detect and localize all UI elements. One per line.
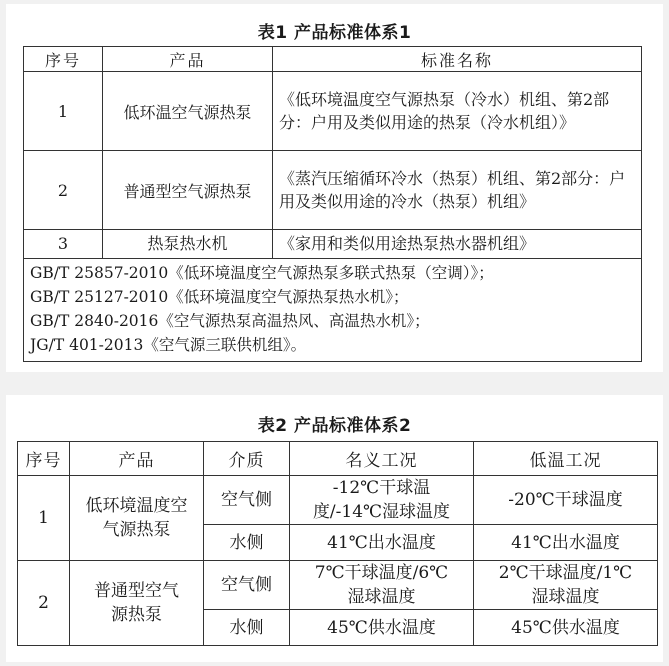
header-product: 产品 <box>103 47 273 72</box>
row-medium: 水侧 <box>204 610 290 646</box>
extra-standard-line: JG/T 401-2013《空气源三联供机组》。 <box>30 336 307 354</box>
table2-card <box>6 395 663 662</box>
table-header-row <box>18 442 658 476</box>
table1-caption: 表1 产品标准体系1 <box>257 23 412 43</box>
row-standard: 《低环境温度空气源热泵（冷水）机组、第2部分：户用及类似用途的热泵（冷水机组）》 <box>273 72 642 151</box>
row-product: 低环温空气源热泵 <box>103 72 273 151</box>
row-no: 3 <box>24 230 103 259</box>
table-row <box>24 230 642 259</box>
row-low-temp: 45℃供水温度 <box>474 610 658 646</box>
row-medium: 水侧 <box>204 525 290 561</box>
row-low-temp: 41℃出水温度 <box>474 525 658 561</box>
table-row <box>24 151 642 230</box>
row-no: 2 <box>18 561 70 646</box>
header-no: 序号 <box>18 442 70 476</box>
product-standards-table-2 <box>17 441 658 646</box>
header-product: 产品 <box>70 442 204 476</box>
header-no: 序号 <box>24 47 103 72</box>
row-medium: 空气侧 <box>204 476 290 525</box>
product-standards-table-1 <box>23 46 642 362</box>
extra-standard-line: GB/T 25127-2010《低环境温度空气源热泵热水机》； <box>30 288 409 306</box>
row-low-temp: 2℃干球温度/1℃湿球温度 <box>474 561 658 610</box>
table1-card <box>6 4 663 372</box>
extra-standards-cell <box>24 259 642 362</box>
row-no: 2 <box>24 151 103 230</box>
extra-standards-row <box>24 259 642 362</box>
table-row <box>18 561 658 610</box>
table-row <box>18 476 658 525</box>
row-product: 低环境温度空气源热泵 <box>70 476 204 561</box>
row-nominal: 41℃出水温度 <box>290 525 474 561</box>
row-low-temp: -20℃干球温度 <box>474 476 658 525</box>
table-row <box>24 72 642 151</box>
row-standard: 《家用和类似用途热泵热水器机组》 <box>273 230 642 259</box>
header-low-temp-condition: 低温工况 <box>474 442 658 476</box>
row-no: 1 <box>18 476 70 561</box>
row-nominal: 45℃供水温度 <box>290 610 474 646</box>
row-product: 热泵热水机 <box>103 230 273 259</box>
row-nominal: -12℃干球温度/-14℃湿球温度 <box>290 476 474 525</box>
row-no: 1 <box>24 72 103 151</box>
row-nominal: 7℃干球温度/6℃湿球温度 <box>290 561 474 610</box>
extra-standard-line: GB/T 2840-2016《空气源热泵高温热风、高温热水机》； <box>30 312 430 330</box>
row-standard: 《蒸汽压缩循环冷水（热泵）机组、第2部分：户用及类似用途的冷水（热泵）机组》 <box>273 151 642 230</box>
table-header-row <box>24 47 642 72</box>
table2-caption: 表2 产品标准体系2 <box>257 416 412 436</box>
header-standard-name: 标准名称 <box>273 47 642 72</box>
header-medium: 介质 <box>204 442 290 476</box>
header-nominal-condition: 名义工况 <box>290 442 474 476</box>
row-product: 普通型空气源热泵 <box>103 151 273 230</box>
row-product: 普通型空气源热泵 <box>70 561 204 646</box>
extra-standard-line: GB/T 25857-2010《低环境温度空气源热泵多联式热泵（空调）》； <box>30 264 494 282</box>
row-medium: 空气侧 <box>204 561 290 610</box>
